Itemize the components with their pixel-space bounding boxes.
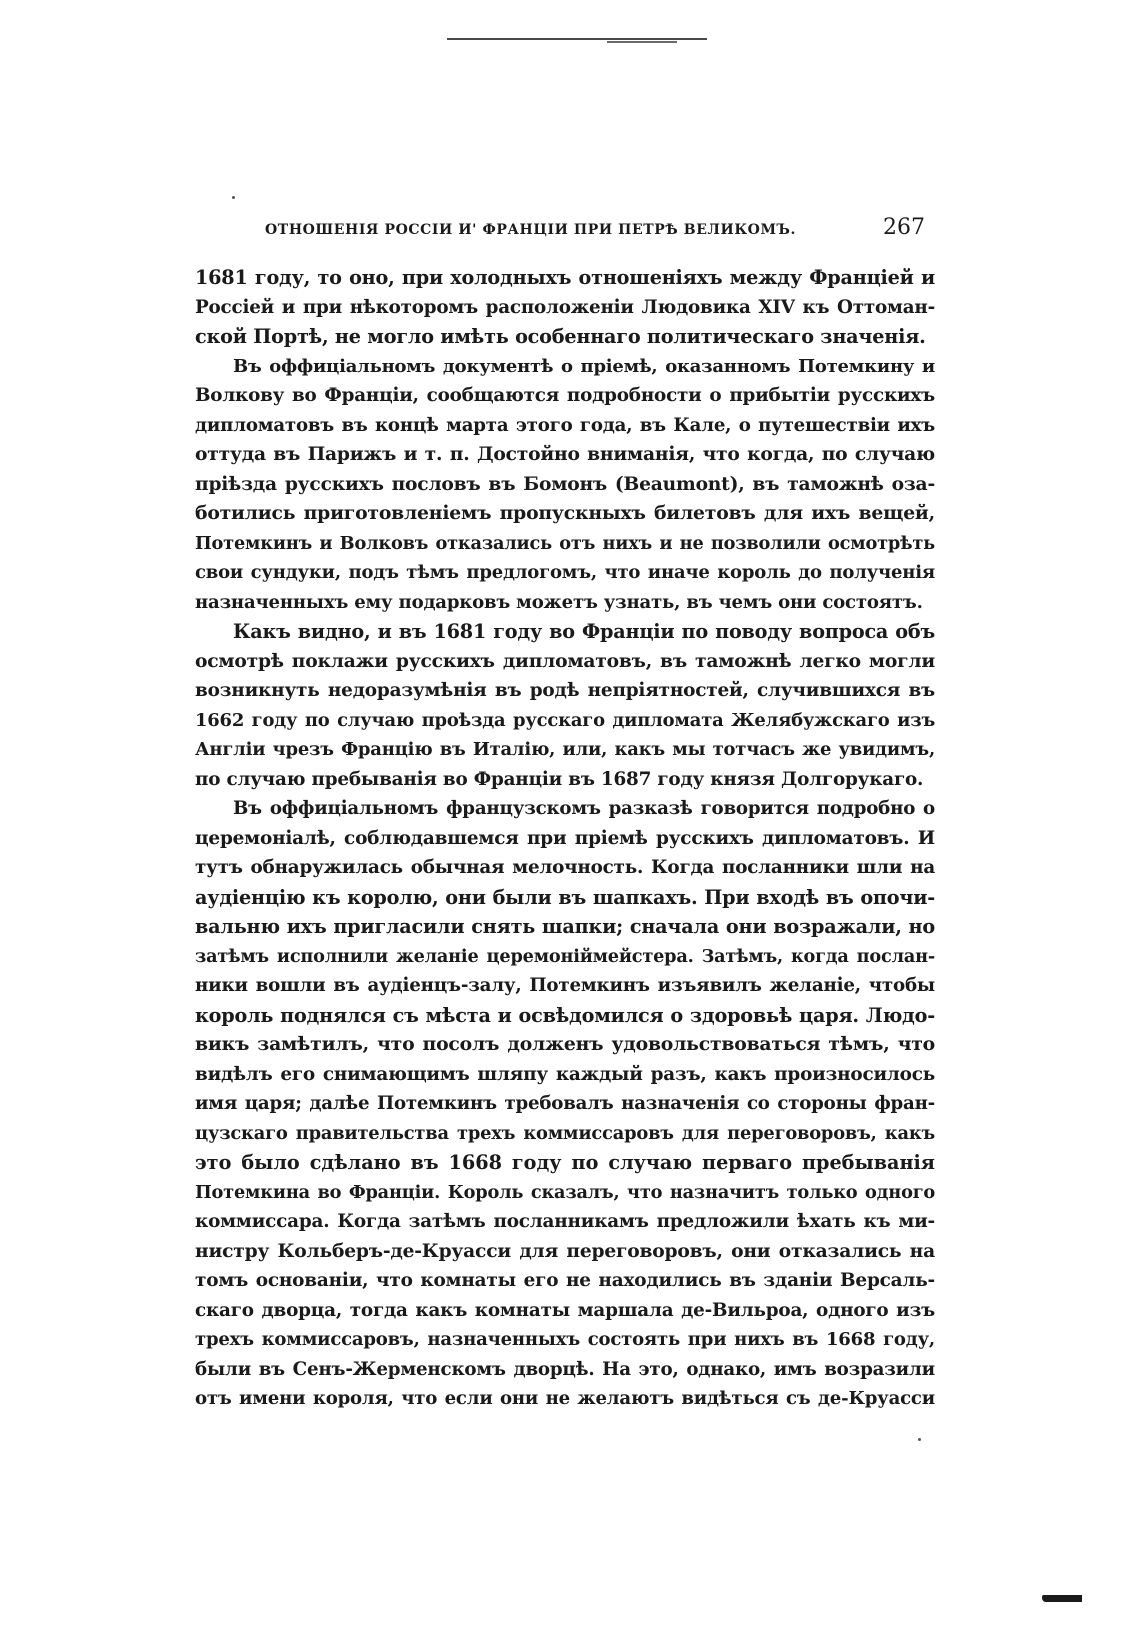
text-line: коммиссара. Когда затѣмъ посланникамъ предложили ѣхать къ ми- [195,1211,935,1232]
text-line: возникнуть недоразумѣнія въ родѣ непріятностей, случившихся въ [195,680,935,701]
text-line: отъ имени короля, что если они не желаютъ видѣться съ де-Круасси [195,1388,935,1409]
text-line: тутъ обнаружилась обычная мелочность. Когда посланники шли на [195,857,935,878]
text-line: это было сдѣлано въ 1668 году по случаю перваго пребыванія [195,1151,935,1174]
text-line: Россіей и при нѣкоторомъ расположеніи Людовика XIV къ Оттоман- [195,296,935,318]
text-line: ботились приготовленіемъ пропускныхъ билетовъ для ихъ вещей, [195,502,935,524]
running-title: ОТНОШЕНІЯ РОССІИ И' ФРАНЦІИ ПРИ ПЕТРѢ ВЕЛИКОМЪ. [265,222,797,238]
text-line: назначенныхъ ему подарковъ можетъ узнать, въ чемъ они состоятъ. [195,591,923,613]
scan-artifact-top-rule [447,38,707,40]
text-line: церемоніалѣ, соблюдавшемся при пріемѣ русскихъ дипломатовъ. И [195,827,935,849]
running-header [265,215,925,246]
text-line: нистру Кольберъ-де-Круасси для переговоровъ, они отказались на [195,1239,935,1262]
text-line: скаго дворца, тогда какъ комнаты маршала де-Вильроа, одного изъ [195,1299,935,1321]
body-text [195,263,935,1414]
text-line: по случаю пребыванія во Франціи въ 1687 году князя Долгорукаго. [195,768,924,790]
text-line: оттуда въ Парижъ и т. п. Достойно вниманія, что когда, по случаю [195,443,935,465]
text-line: дипломатовъ въ концѣ марта этого года, въ Кале, о путешествіи ихъ [195,414,935,436]
text-line: викъ замѣтилъ, что посолъ долженъ удовольствоваться тѣмъ, что [195,1033,935,1055]
page-number: 267 [883,215,925,240]
text-line: цузскаго правительства трехъ коммиссаровъ для переговоровъ, какъ [195,1122,935,1144]
text-line: трехъ коммиссаровъ, назначенныхъ состоять при нихъ въ 1668 году, [195,1329,935,1350]
text-line: аудіенцію къ королю, они были въ шапкахъ. При входѣ въ опочи- [195,885,935,909]
text-line: король поднялся съ мѣста и освѣдомился о здоровьѣ царя. Людо- [195,1003,935,1027]
text-line: 1662 году по случаю проѣзда русскаго дипломата Желябужскаго изъ [195,709,935,731]
text-line: Въ оффиціальномъ французскомъ разказѣ говорится подробно о [233,798,935,819]
text-line: ники вошли въ аудіенцъ-залу, Потемкинъ изъявилъ желаніе, чтобы [195,975,935,996]
text-line: 1681 году, то оно, при холодныхъ отношеніяхъ между Франціей и [195,266,935,289]
text-line: Въ оффиціальномъ документѣ о пріемѣ, оказанномъ Потемкину и [233,355,935,377]
text-line: Какъ видно, и въ 1681 году во Франціи по поводу вопроса объ [233,620,935,643]
text-line: вальню ихъ пригласили снять шапки; сначала они возражали, но [195,915,935,938]
text-line: ской Портѣ, не могло имѣть особеннаго политическаго значенія. [195,325,926,348]
text-line: Волкову во Франціи, сообщаются подробности о прибытіи русскихъ [195,385,935,406]
text-line: Потемкинъ и Волковъ отказались отъ нихъ и не позволили осмотрѣть [195,532,935,554]
scan-artifact-dot [918,1438,921,1441]
text-line: затѣмъ исполнили желаніе церемоніймейстера. Затѣмъ, когда послан- [195,945,935,967]
text-line: томъ основаніи, что комнаты его не находились въ зданіи Версаль- [195,1270,935,1291]
text-line: осмотрѣ поклажи русскихъ дипломатовъ, въ таможнѣ легко могли [195,649,935,672]
text-line: были въ Сенъ-Жерменскомъ дворцѣ. На это, однако, имъ возразили [195,1358,935,1380]
scan-artifact-bottom-mark [1042,1595,1082,1602]
scan-artifact-dot [232,196,235,199]
text-line: имя царя; далѣе Потемкинъ требовалъ назначенія со стороны фран- [195,1093,935,1114]
text-line: видѣлъ его снимающимъ шляпу каждый разъ, какъ произносилось [195,1063,935,1085]
text-line: пріѣзда русскихъ пословъ въ Бомонъ (Beaumont), въ таможнѣ оза- [195,472,935,495]
text-line: свои сундуки, подъ тѣмъ предлогомъ, что иначе король до полученія [195,562,935,583]
text-line: Потемкина во Франціи. Король сказалъ, что назначитъ только одного [195,1181,935,1203]
text-line: Англіи чрезъ Францію въ Италію, или, какъ мы тотчасъ же увидимъ, [195,739,935,760]
